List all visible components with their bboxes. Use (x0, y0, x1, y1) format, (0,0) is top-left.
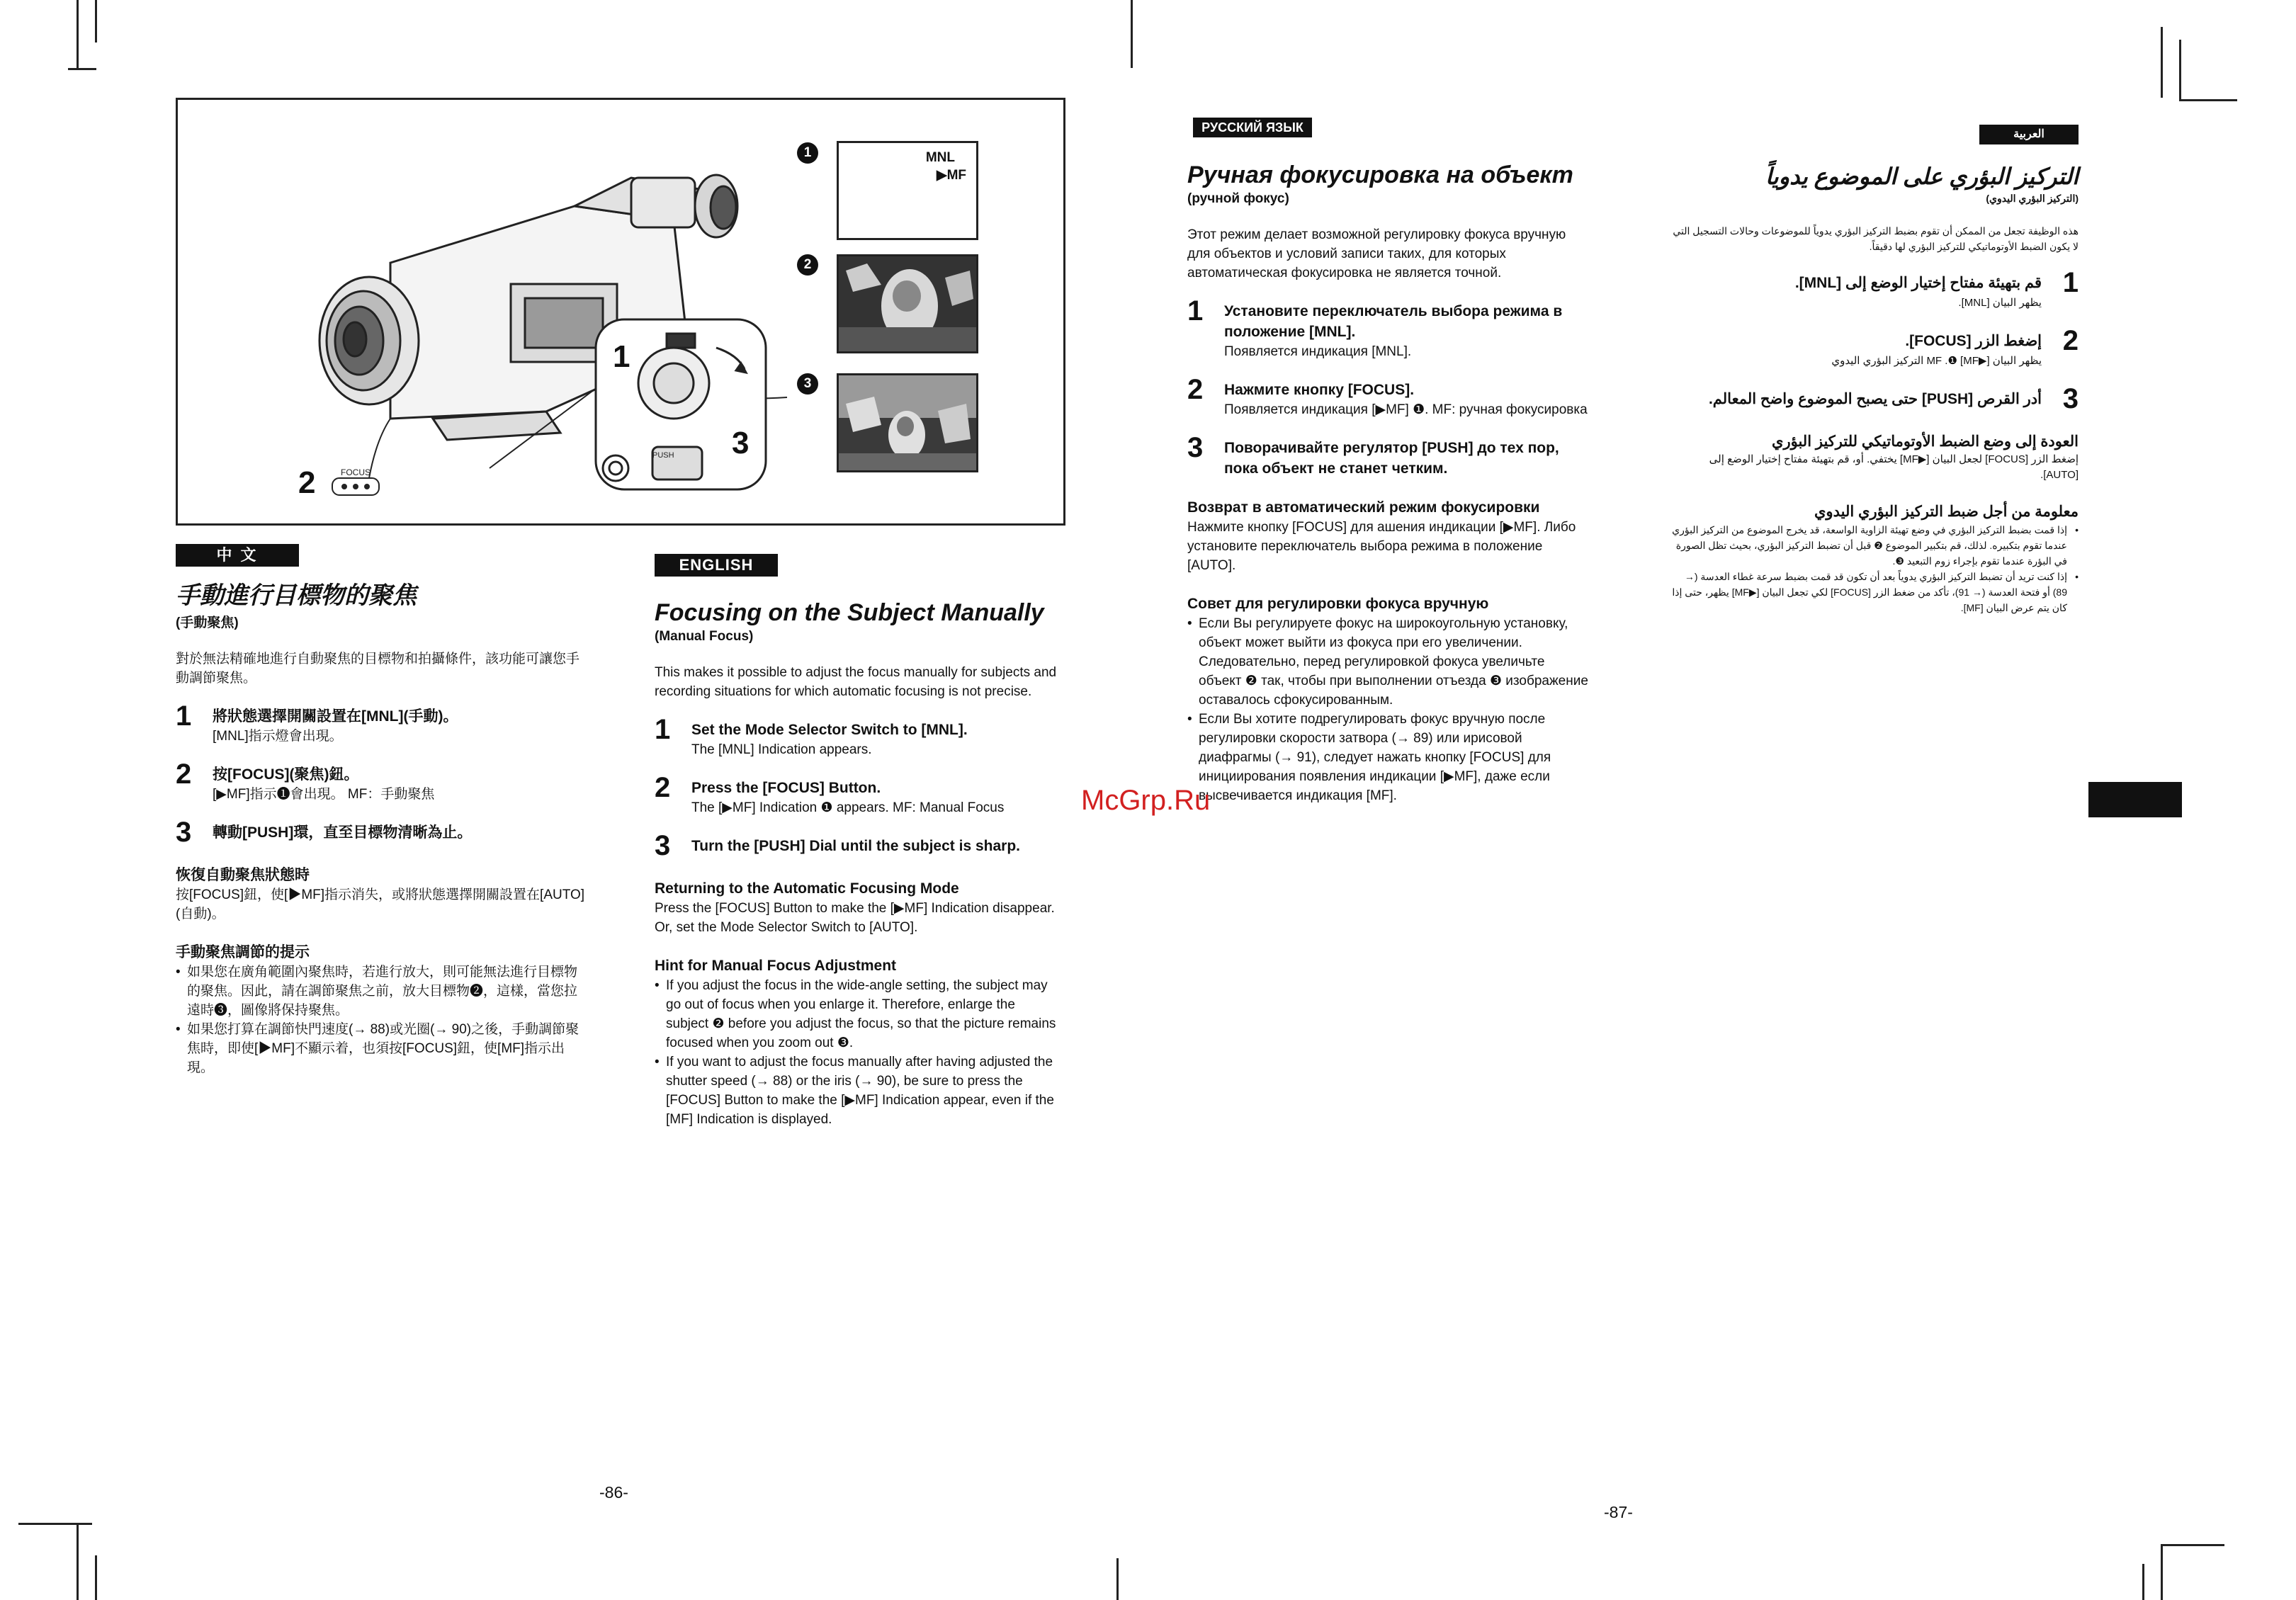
ar-hint-item: • إذا كنت تريد أن تضبط التركيز البؤري يدوياً بعد أن تكون قد قمت بضبط سرعة غطاء العدسة (→ 89) أو فتحة العدسة (→ 91)، تأكد من ضغط الزر [FOCUS] لكي تجعل البيان [▶MF] يظهر، حتى إذا كان يتم عرض البيان [MF]. (1672, 571, 2079, 613)
mf-display-inset (837, 141, 978, 240)
step-number: 3 (2062, 383, 2079, 414)
ru-step-1 (1187, 297, 1591, 361)
step-number: 3 (1187, 432, 1204, 463)
arabic-section (1672, 161, 2079, 615)
zh-return-heading: 恢復自動聚焦狀態時 (176, 867, 310, 883)
crop-mark (95, 1555, 97, 1600)
step-number: 2 (176, 759, 192, 790)
ru-intro: Этот режим делает возможной регулировку фокуса вручную для объектов и условий записи таких, для которых автоматическая фокусировка не является точной. (1187, 227, 1566, 280)
step-result: Появляется индикация [▶MF] ❶. MF: ручная фокусировка (1224, 402, 1588, 417)
step-instruction: Нажмите кнопку [FOCUS]. (1224, 382, 1415, 398)
page-number-right: -87- (1604, 1503, 1633, 1521)
ru-hint-item: • Если Вы регулируете фокус на широкоугольную установку, объект может выйти из фокуса при его увеличении. Следовательно, перед регулировкой фокуса увеличьте объект ❷ так, чтобы при выполнении отъезда ❸ изображение оставалось сфокусированным. (1187, 616, 1588, 708)
step-result: The [MNL] Indication appears. (691, 742, 872, 757)
inset-marker-3: 3 (797, 373, 818, 395)
crop-mark (95, 0, 97, 42)
step-number: 3 (176, 817, 192, 848)
ar-step-3 (1672, 385, 2079, 413)
crop-mark (18, 1523, 92, 1525)
watermark: McGrp.Ru (1081, 785, 1211, 816)
ar-intro: هذه الوظيفة تجعل من الممكن أن تقوم بضبط التركيز البؤري يدوياً للموضوعات وحالات التسجيل التي لا يكون الضبط الأوتوماتيكي للتركيز البؤري لها دقيقاً. (1673, 225, 2079, 252)
arabic-side-tab (2088, 782, 2182, 817)
ru-subtitle: (ручной фокус) (1187, 191, 1289, 206)
crop-mark (68, 68, 96, 70)
lang-tag-chinese: 中 文 (176, 544, 299, 567)
lang-tag-arabic: العربية (1979, 125, 2079, 144)
lang-tag-english: ENGLISH (655, 554, 778, 577)
step-instruction: 轉動[PUSH]環，直至目標物清晰為止。 (213, 824, 473, 841)
crop-mark (77, 1523, 79, 1600)
zoomed-out-photo (837, 373, 978, 472)
ar-return-text: إضغط الزر [FOCUS] لجعل البيان [▶MF] يختفي. أو، قم بتهيئة مفتاح إختيار الوضع إلى [AUTO]. (1709, 453, 2079, 481)
ar-title: التركيز البؤري على الموضوع يدوياً (1765, 164, 2079, 189)
lang-tag-russian: РУССКИЙ ЯЗЫК (1193, 118, 1312, 137)
crop-mark (1131, 0, 1133, 68)
crop-mark (2161, 27, 2163, 98)
step-instruction: 按[FOCUS](聚焦)鈕。 (213, 766, 359, 783)
focus-button-label: FOCUS (341, 467, 371, 477)
crop-mark (2179, 40, 2181, 101)
step-instruction: Поворачивайте регулятор [PUSH] до тех пор, пока объект не станет четким. (1224, 440, 1559, 477)
en-step-1 (655, 715, 1058, 759)
step-number: 3 (655, 830, 671, 861)
step-number: 1 (176, 700, 192, 732)
zh-hint-heading: 手動聚焦調節的提示 (176, 944, 310, 960)
crop-mark (77, 0, 79, 68)
step-result: [MNL]指示燈會出現。 (213, 729, 343, 744)
step-result: يظهر البيان [▶MF] ❶. MF التركيز البؤري اليدوي (1831, 355, 2042, 367)
step-instruction: Set the Mode Selector Switch to [MNL]. (691, 722, 968, 738)
ar-step-2 (1672, 327, 2079, 370)
step-number: 2 (1187, 374, 1204, 405)
zh-title: 手動進行目標物的聚焦 (176, 582, 417, 609)
ar-step-1 (1672, 268, 2079, 312)
en-step-3 (655, 832, 1058, 860)
step-result: Появляется индикация [MNL]. (1224, 344, 1412, 359)
step-instruction: 將狀態選擇開關設置在[MNL](手動)。 (213, 708, 458, 725)
ar-hint-item: • إذا قمت بضبط التركيز البؤري في وضع تهيئة الزاوية الواسعة، قد يخرج الموضوع من التركيز البؤري عندما تقوم بتكبيره. لذلك، قم بتكبير الموضوع ❷ قبل أن تضبط التركيز البؤري، بحيث تظل الصورة في البؤرة عندما تقوم بإجراء زوم التبعيد ❸. (1672, 524, 2079, 567)
step-number: 2 (655, 772, 671, 803)
step-number: 1 (2062, 267, 2079, 298)
en-intro: This makes it possible to adjust the focus manually for subjects and recording situations for which automatic focusing is not precise. (655, 665, 1057, 699)
step-instruction: Press the [FOCUS] Button. (691, 780, 881, 796)
push-dial-label: PUSH (652, 451, 674, 460)
inset-mf-text: ▶MF (936, 168, 966, 183)
en-return-text: Press the [FOCUS] Button to make the [▶MF] Indication disappear. Or, set the Mode Selector Switch to [AUTO]. (655, 901, 1055, 935)
step-result: The [▶MF] Indication ❶ appears. MF: Manual Focus (691, 800, 1005, 815)
step-number: 1 (1187, 295, 1204, 327)
en-hint-heading: Hint for Manual Focus Adjustment (655, 958, 897, 974)
english-section (655, 598, 1058, 1129)
zh-hint-item: • 如果您打算在調節快門速度(→ 88)或光圈(→ 90)之後，手動調節聚焦時，即使[▶MF]不顯示着，也須按[FOCUS]鈕，使[MF]指示出現。 (176, 1022, 579, 1075)
ar-hint-heading: معلومة من أجل ضبط التركيز البؤري اليدوي (1814, 504, 2079, 520)
ru-title: Ручная фокусировка на объект (1187, 161, 1573, 188)
ru-hint-item: • Если Вы хотите подрегулировать фокус вручную после регулировки скорости затвора (→ 89) или ирисовой диафрагмы (→ 91), следует нажать кнопку [FOCUS] для инициирования появления индикации [▶MF], даже если высвечивается индикация [MF]. (1187, 712, 1551, 803)
en-step-2 (655, 773, 1058, 817)
en-title: Focusing on the Subject Manually (655, 599, 1044, 626)
en-subtitle: (Manual Focus) (655, 629, 754, 644)
crop-mark (2142, 1564, 2144, 1600)
russian-section (1187, 160, 1591, 805)
zh-step-1 (176, 702, 587, 746)
en-hint-item: • If you want to adjust the focus manually after having adjusted the shutter speed (→ 88) or the iris (→ 90), be sure to press the [FOCUS] Button to make the [▶MF] Indication appear, even if the [MF] Indication is displayed. (655, 1055, 1054, 1127)
step-number: 1 (655, 714, 671, 745)
page-number-left: -86- (599, 1483, 628, 1502)
ar-return-heading: العودة إلى وضع الضبط الأوتوماتيكي للتركيز البؤري (1772, 433, 2079, 450)
inset-mnl-text: MNL (925, 150, 955, 165)
zh-intro: 對於無法精確地進行自動聚焦的目標物和拍攝條件，該功能可讓您手動調節聚焦。 (176, 652, 580, 686)
ru-return-heading: Возврат в автоматический режим фокусировки (1187, 499, 1540, 516)
ru-step-2 (1187, 375, 1591, 419)
ar-subtitle: (التركيز البؤري اليدوي) (1986, 193, 2079, 204)
step-instruction: Turn the [PUSH] Dial until the subject is sharp. (691, 838, 1020, 854)
crop-mark (2161, 1544, 2224, 1546)
inset-marker-1: 1 (797, 142, 818, 164)
zoomed-in-photo (837, 254, 978, 353)
zh-return-text: 按[FOCUS]鈕，使[▶MF]指示消失，或將狀態選擇開關設置在[AUTO](自動)。 (176, 887, 585, 921)
camcorder-figure (176, 98, 1065, 526)
step-number: 2 (2062, 325, 2079, 356)
zh-step-3 (176, 818, 587, 846)
ru-step-3 (1187, 433, 1591, 479)
crop-mark (1116, 1558, 1119, 1600)
callout-3: 3 (732, 426, 750, 460)
step-result: يظهر البيان [MNL]. (1958, 297, 2042, 309)
step-instruction: قم بتهيئة مفتاح إختيار الوضع إلى [MNL]. (1794, 275, 2042, 291)
crop-mark (2161, 1544, 2163, 1600)
crop-mark (2179, 99, 2237, 101)
callout-2: 2 (298, 465, 316, 500)
inset-marker-2: 2 (797, 254, 818, 276)
step-result: [▶MF]指示❶會出現。 MF：手動聚焦 (213, 787, 435, 802)
step-instruction: أدر القرص [PUSH] حتى يصبح الموضوع واضح المعالم. (1708, 391, 2042, 407)
step-instruction: إضغط الزر [FOCUS]. (1905, 333, 2042, 349)
en-return-heading: Returning to the Automatic Focusing Mode (655, 880, 959, 897)
zh-hint-item: • 如果您在廣角範圍內聚焦時，若進行放大，則可能無法進行目標物的聚焦。因此，請在調節聚焦之前，放大目標物❷，這樣，當您拉遠時❸，圖像將保持聚焦。 (176, 965, 578, 1018)
step-instruction: Установите переключатель выбора режима в положение [MNL]. (1224, 303, 1563, 340)
ru-hint-heading: Совет для регулировки фокуса вручную (1187, 596, 1489, 612)
en-hint-item: • If you adjust the focus in the wide-angle setting, the subject may go out of focus when you enlarge it. Therefore, enlarge the subject ❷ before you adjust the focus, so that the picture remains focused when you zoom out ❸. (655, 978, 1056, 1050)
ru-return-text: Нажмите кнопку [FOCUS] для ашения индикации [▶MF]. Либо установите переключатель выбора режима в положение [AUTO]. (1187, 520, 1576, 573)
chinese-section (176, 581, 587, 1077)
zh-subtitle: (手動聚焦) (176, 615, 239, 630)
callout-1: 1 (613, 339, 630, 374)
zh-step-2 (176, 760, 587, 804)
